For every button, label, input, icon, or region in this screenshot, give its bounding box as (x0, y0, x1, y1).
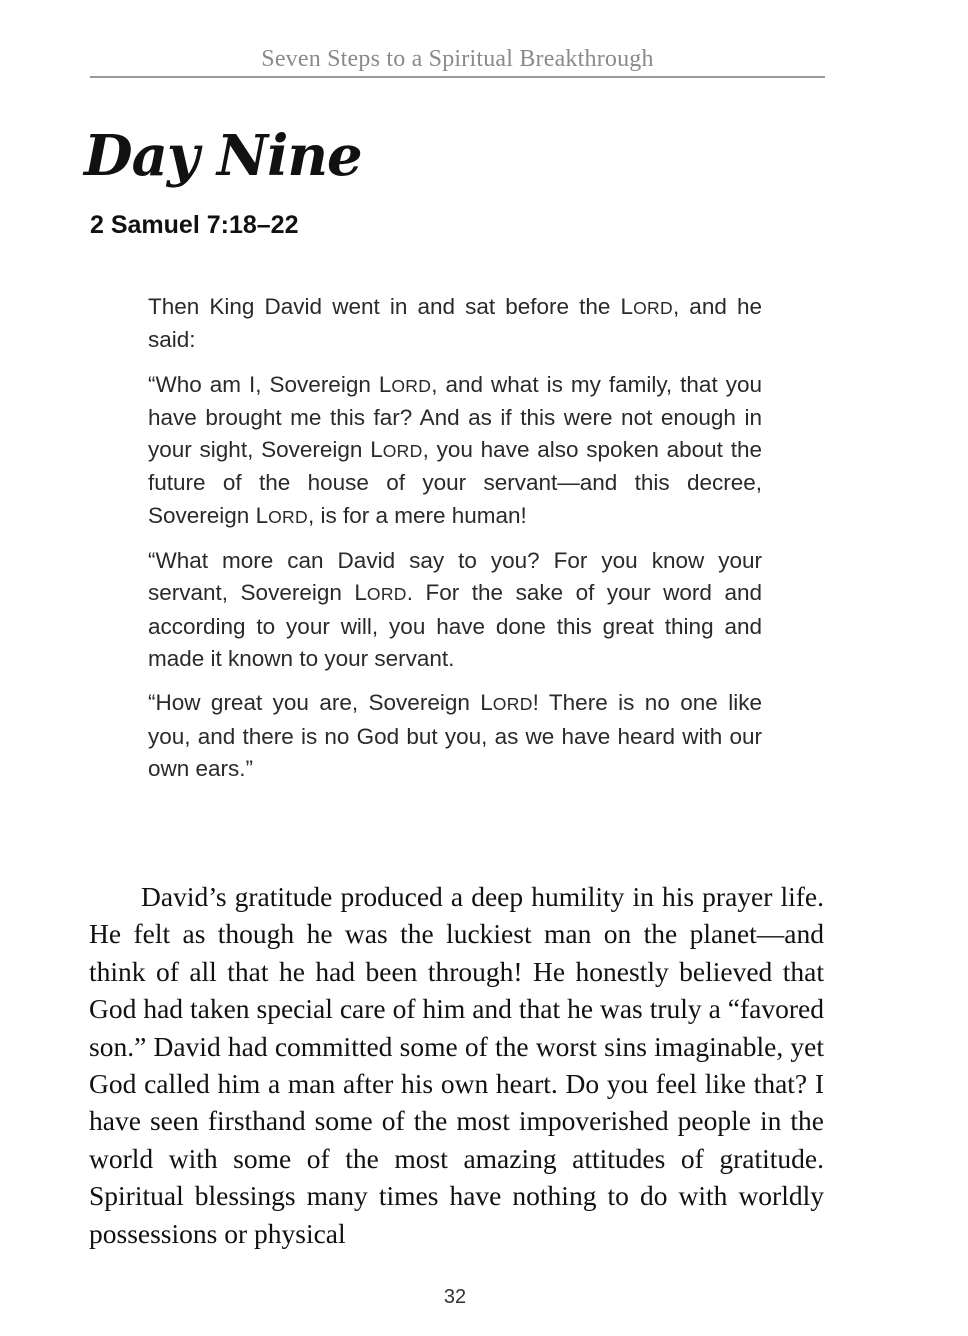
chapter-title: Day Nine (84, 123, 362, 189)
header-rule (90, 76, 825, 78)
scripture-passage (148, 291, 762, 797)
scripture-paragraph: Then King David went in and sat before the LORD, and he said: (148, 294, 762, 353)
lord-smallcaps: ORD (382, 441, 423, 462)
scripture-paragraph: “How great you are, Sovereign LORD! There is no one like you, and there is no God but you, as we have heard with our own ears.” (148, 690, 762, 781)
scripture-reference: 2 Samuel 7:18–22 (90, 211, 299, 239)
scripture-paragraph: “Who am I, Sovereign LORD, and what is my family, that you have brought me this far? And as if this were not enough in your sight, Sovereign LORD, you have also spoken about the future of the house of your servant—and this decree, Sovereign LORD, is for a mere human! (148, 371, 762, 528)
body-paragraph: David’s gratitude produced a deep humility in his prayer life. He felt as though he was the luckiest man on the planet—and think of all that he had been through! He honestly believed that God had taken special care of him and that he was truly a “favored son.” David had committed some of the worst sins imaginable, yet God called him a man after his own heart. Do you feel like that? I have seen firsthand some of the most impoverished people in the world with some of the most amazing attitudes of gratitude. Spiritual blessings many times have nothing to do with worldly possessions or physical (89, 881, 824, 1249)
lord-smallcaps: ORD (633, 298, 673, 318)
scripture-paragraph: “What more can David say to you? For you know your servant, Sovereign LORD. For the sake of your word and according to your will, you have done this great thing and made it known to your servant. (148, 548, 762, 671)
lord-smallcaps: ORD (391, 375, 432, 396)
running-head: Seven Steps to a Spiritual Breakthrough (261, 46, 654, 72)
page-number: 32 (443, 1286, 467, 1308)
lord-smallcaps: ORD (366, 584, 407, 605)
lord-smallcaps: ORD (492, 694, 533, 715)
lord-smallcaps: ORD (268, 506, 308, 527)
